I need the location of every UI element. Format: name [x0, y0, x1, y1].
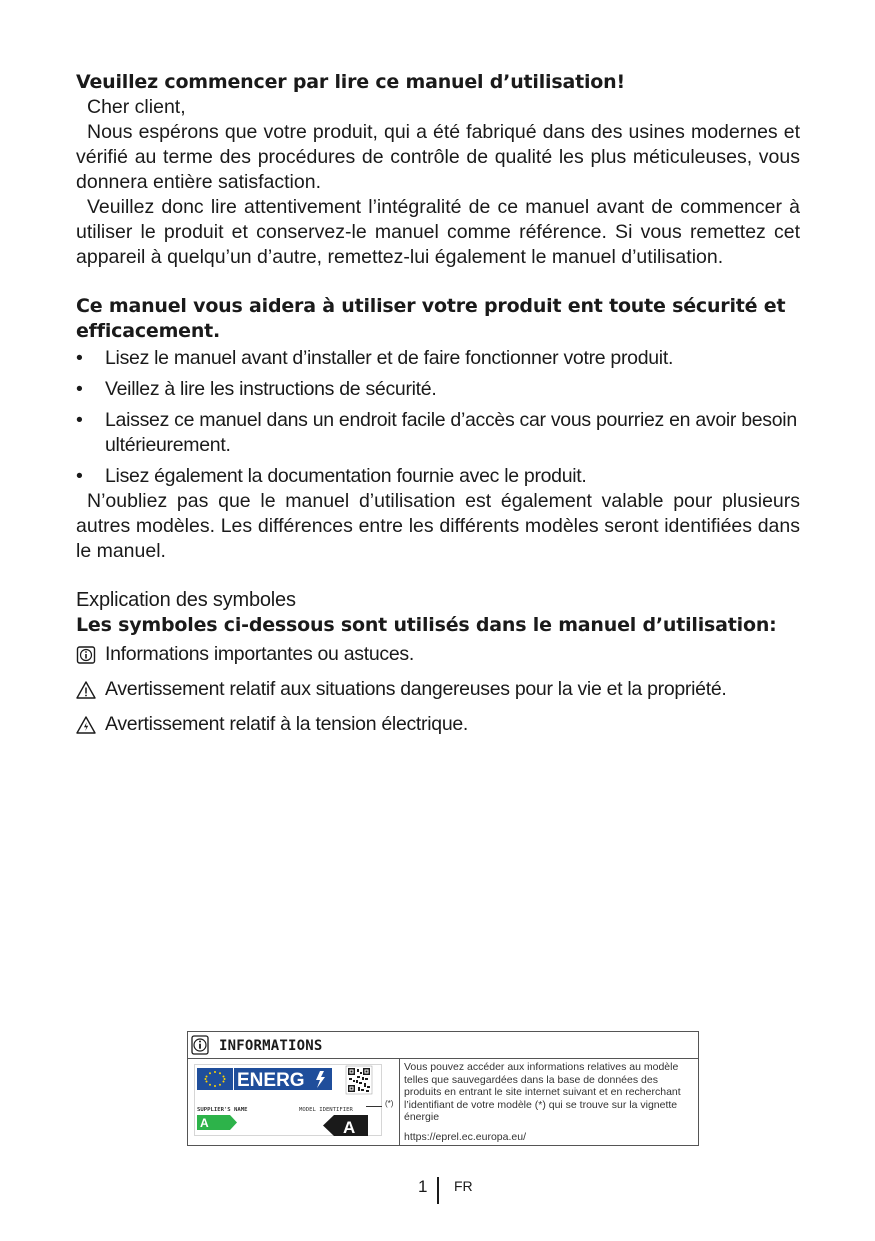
bullet-icon: •: [76, 347, 83, 369]
list-item: • Veillez à lire les instructions de sécurité.: [76, 378, 437, 400]
help-heading: Ce manuel vous aidera à utiliser votre produit ent toute sécurité et efficacement.: [76, 295, 786, 342]
list-item: • Lisez le manuel avant d’installer et de faire fonctionner votre produit.: [76, 347, 674, 369]
information-box-description: Vous pouvez accéder aux informations relatives au modèle telles que sauvegardées dans la base de données des produits en entrant le site internet suivant et en recherchant l’identifiant de votre modèle (*) qui se trouve sur la vignette énergie: [404, 1061, 681, 1123]
arrow-line: [366, 1106, 382, 1107]
svg-text:MODEL IDENTIFIER: MODEL IDENTIFIER: [299, 1107, 353, 1113]
symbol-item-info: Informations importantes ou astuces.: [76, 642, 800, 667]
info-icon: [191, 1035, 209, 1055]
page-content: [76, 70, 800, 747]
information-box-divider: [399, 1058, 400, 1146]
footer-divider: [437, 1177, 439, 1204]
svg-text:A: A: [200, 1116, 209, 1130]
models-note: N’oubliez pas que le manuel d’utilisation est également valable pour plusieurs autres modèles. Les différences entre les différents modèles seront identifiées dans le manuel.: [76, 490, 800, 562]
intro-heading: Veuillez commencer par lire ce manuel d’utilisation!: [76, 71, 625, 93]
symbols-subheading: Les symboles ci-dessous sont utilisés dans le manuel d’utilisation:: [76, 614, 777, 636]
eprel-url: https://eprel.ec.europa.eu/: [404, 1131, 526, 1143]
intro-paragraph-2: Veuillez donc lire attentivement l’intégralité de ce manuel avant de commencer à utiliser le produit et conservez-le manuel comme référence. Si vous remettez cet appareil à quelqu’un d’autre, remettez-lui également le manuel d’utilisation.: [76, 196, 800, 268]
symbol-item-electric: Avertissement relatif à la tension électrique.: [76, 712, 800, 737]
qr-code-icon: [346, 1066, 372, 1094]
language-code: FR: [454, 1178, 473, 1194]
model-marker: (*): [385, 1099, 394, 1108]
information-box: [187, 1031, 699, 1146]
energy-label-image: [194, 1064, 382, 1136]
bullet-icon: •: [76, 409, 83, 431]
symbols-heading: Explication des symboles: [76, 589, 296, 611]
greeting: Cher client,: [87, 96, 186, 118]
page-number: 1: [418, 1177, 428, 1196]
information-box-title: INFORMATIONS: [219, 1038, 323, 1054]
symbol-item-warning: Avertissement relatif aux situations dangereuses pour la vie et la propriété.: [76, 677, 800, 702]
bullet-icon: •: [76, 465, 83, 487]
svg-text:ENERG: ENERG: [237, 1070, 305, 1091]
svg-text:A: A: [343, 1118, 356, 1136]
list-item: • Lisez également la documentation fournie avec le produit.: [76, 465, 587, 487]
svg-text:SUPPLIER'S NAME: SUPPLIER'S NAME: [197, 1107, 248, 1113]
information-box-header: [188, 1032, 698, 1059]
electric-warning-icon: [76, 715, 96, 735]
help-bullet-list: [76, 346, 800, 489]
intro-paragraph-1: Nous espérons que votre produit, qui a été fabriqué dans des usines modernes et vérifié au terme des procédures de contrôle de qualité les plus méticuleuses, vous donnera entière satisfaction.: [76, 121, 800, 193]
bullet-icon: •: [76, 378, 83, 400]
warning-icon: [76, 680, 96, 700]
info-icon: [76, 645, 96, 665]
list-item: • Laissez ce manuel dans un endroit facile d’accès car vous pourriez en avoir besoin ultérieurement.: [76, 409, 797, 456]
